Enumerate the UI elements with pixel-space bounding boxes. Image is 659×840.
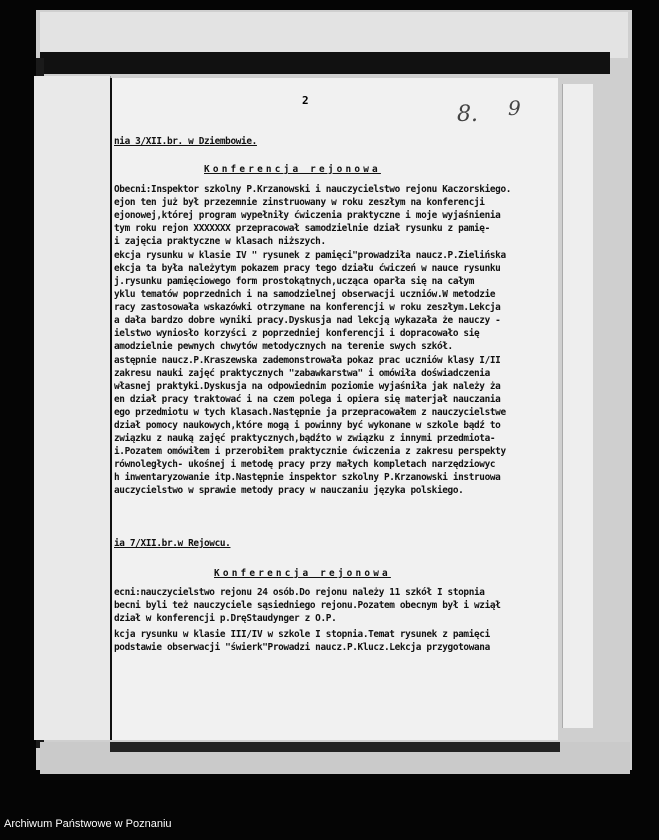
microfilm-right-edge <box>562 84 593 728</box>
text-line: podstawie obserwacji "świerk"Prowadzi naucz.P.Klucz.Lekcja przygotowana <box>114 642 490 653</box>
pencil-mark: 9 <box>508 96 521 120</box>
section-date-line: nia 3/XII.br. w Dziembowie. <box>114 136 257 147</box>
microfilm-dark-band <box>40 52 610 74</box>
text-line: ecni:nauczycielstwo rejonu 24 osób.Do rejonu należy 11 szkół I stopnia <box>114 587 485 598</box>
text-line: a dała bardzo dobre wyniki pracy.Dyskusja nad lekcją wykazała że nauczy - <box>114 315 501 326</box>
text-line: becni byli też nauczyciele sąsiedniego rejonu.Pozatem obecnym był i wziął <box>114 600 501 611</box>
text-line: ielstwo wyniosło korzyści z poprzedniej konferencji i dopracowało się <box>114 328 480 339</box>
microfilm-bottom-dark <box>110 742 560 752</box>
text-line: h inwentaryzowanie itp.Następnie inspektor szkolny P.Krzanowski instruowa <box>114 472 501 483</box>
text-line: ejon ten już był przezemnie zinstruowany w roku zeszłym na konferencji <box>114 197 485 208</box>
text-line: związku z nauką zajęć praktycznych,bądźto w związku z innymi przedmiota- <box>114 433 496 444</box>
text-line: tym roku rejon XXXXXXX przepracował samodzielnie dział rysunku z pamię- <box>114 223 490 234</box>
text-line: astępnie naucz.P.Kraszewska zademonstrowała pokaz prac uczniów klasy I/II <box>114 355 501 366</box>
text-line: en dział pracy traktować i na czem polega i opiera się materjał nauczania <box>114 394 501 405</box>
text-line: racy zastosowała wskazówki otrzymane na konferencji w roku zeszłym.Lekcja <box>114 302 501 313</box>
text-line: ejonowej,której program wypełniły ćwiczenia praktyczne i moje wyjaśnienia <box>114 210 501 221</box>
text-line: ego przedmiotu w tych klasach.Następnie ja przepracowałem z nauczycielstwe <box>114 407 506 418</box>
text-line: równoległych- ukośnej i metodę pracy przy małych kompletach narzędziowyc <box>114 459 496 470</box>
text-line: dział pomocy naukowych,które mogą i powinny być wykonane w szkole bądź to <box>114 420 501 431</box>
text-line: ekcja rysunku w klasie IV " rysunek z pamięci"prowadziła naucz.P.Zielińska <box>114 250 506 261</box>
text-line: i zajęcia praktyczne w klasach niższych. <box>114 236 326 247</box>
section-date-line: ia 7/XII.br.w Rejowcu. <box>114 538 231 549</box>
text-line: Obecni:Inspektor szkolny P.Krzanowski i nauczycielstwo rejonu Kaczorskiego. <box>114 184 512 195</box>
text-line: amodzielnie pewnych chwytów metodycznych na terenie swych szkół. <box>114 341 453 352</box>
text-line: zakresu nauki zajęć praktycznych "zabawkarstwa" i omówiła doświadczenia <box>114 368 490 379</box>
text-line: ekcja ta była należytym pokazem pracy tego działu ćwiczeń w nauce rysunku <box>114 263 501 274</box>
pencil-mark: 8. <box>457 102 478 127</box>
text-line: j.rysunku pamięciowego form prostokątnych,ucząca oparła się na całym <box>114 276 475 287</box>
text-line: dział w konferencji p.DręStaudynger z O.P. <box>114 613 337 624</box>
section-heading: Konferencja rejonowa <box>214 568 391 579</box>
microfilm-left-strip <box>34 76 111 740</box>
text-line: i.Pozatem omówiłem i przerobiłem praktycznie ćwiczenia z zakresu perspekty <box>114 446 506 457</box>
text-line: auczycielstwo w sprawie metody pracy w nauczaniu języka polskiego. <box>114 485 464 496</box>
archive-label: Archiwum Państwowe w Poznaniu <box>4 818 172 830</box>
text-line: własnej praktyki.Dyskusja na odpowiednim poziomie wyjaśniła jak należy ża <box>114 381 501 392</box>
text-line: kcja rysunku w klasie III/IV w szkole I stopnia.Temat rysunek z pamięci <box>114 629 490 640</box>
document-page <box>110 78 558 740</box>
text-line: yklu tematów poprzednich i na samodzielnej obserwacji uczniów.W metodzie <box>114 289 496 300</box>
section-heading: Konferencja rejonowa <box>204 164 381 175</box>
page-number: 2 <box>302 94 309 107</box>
